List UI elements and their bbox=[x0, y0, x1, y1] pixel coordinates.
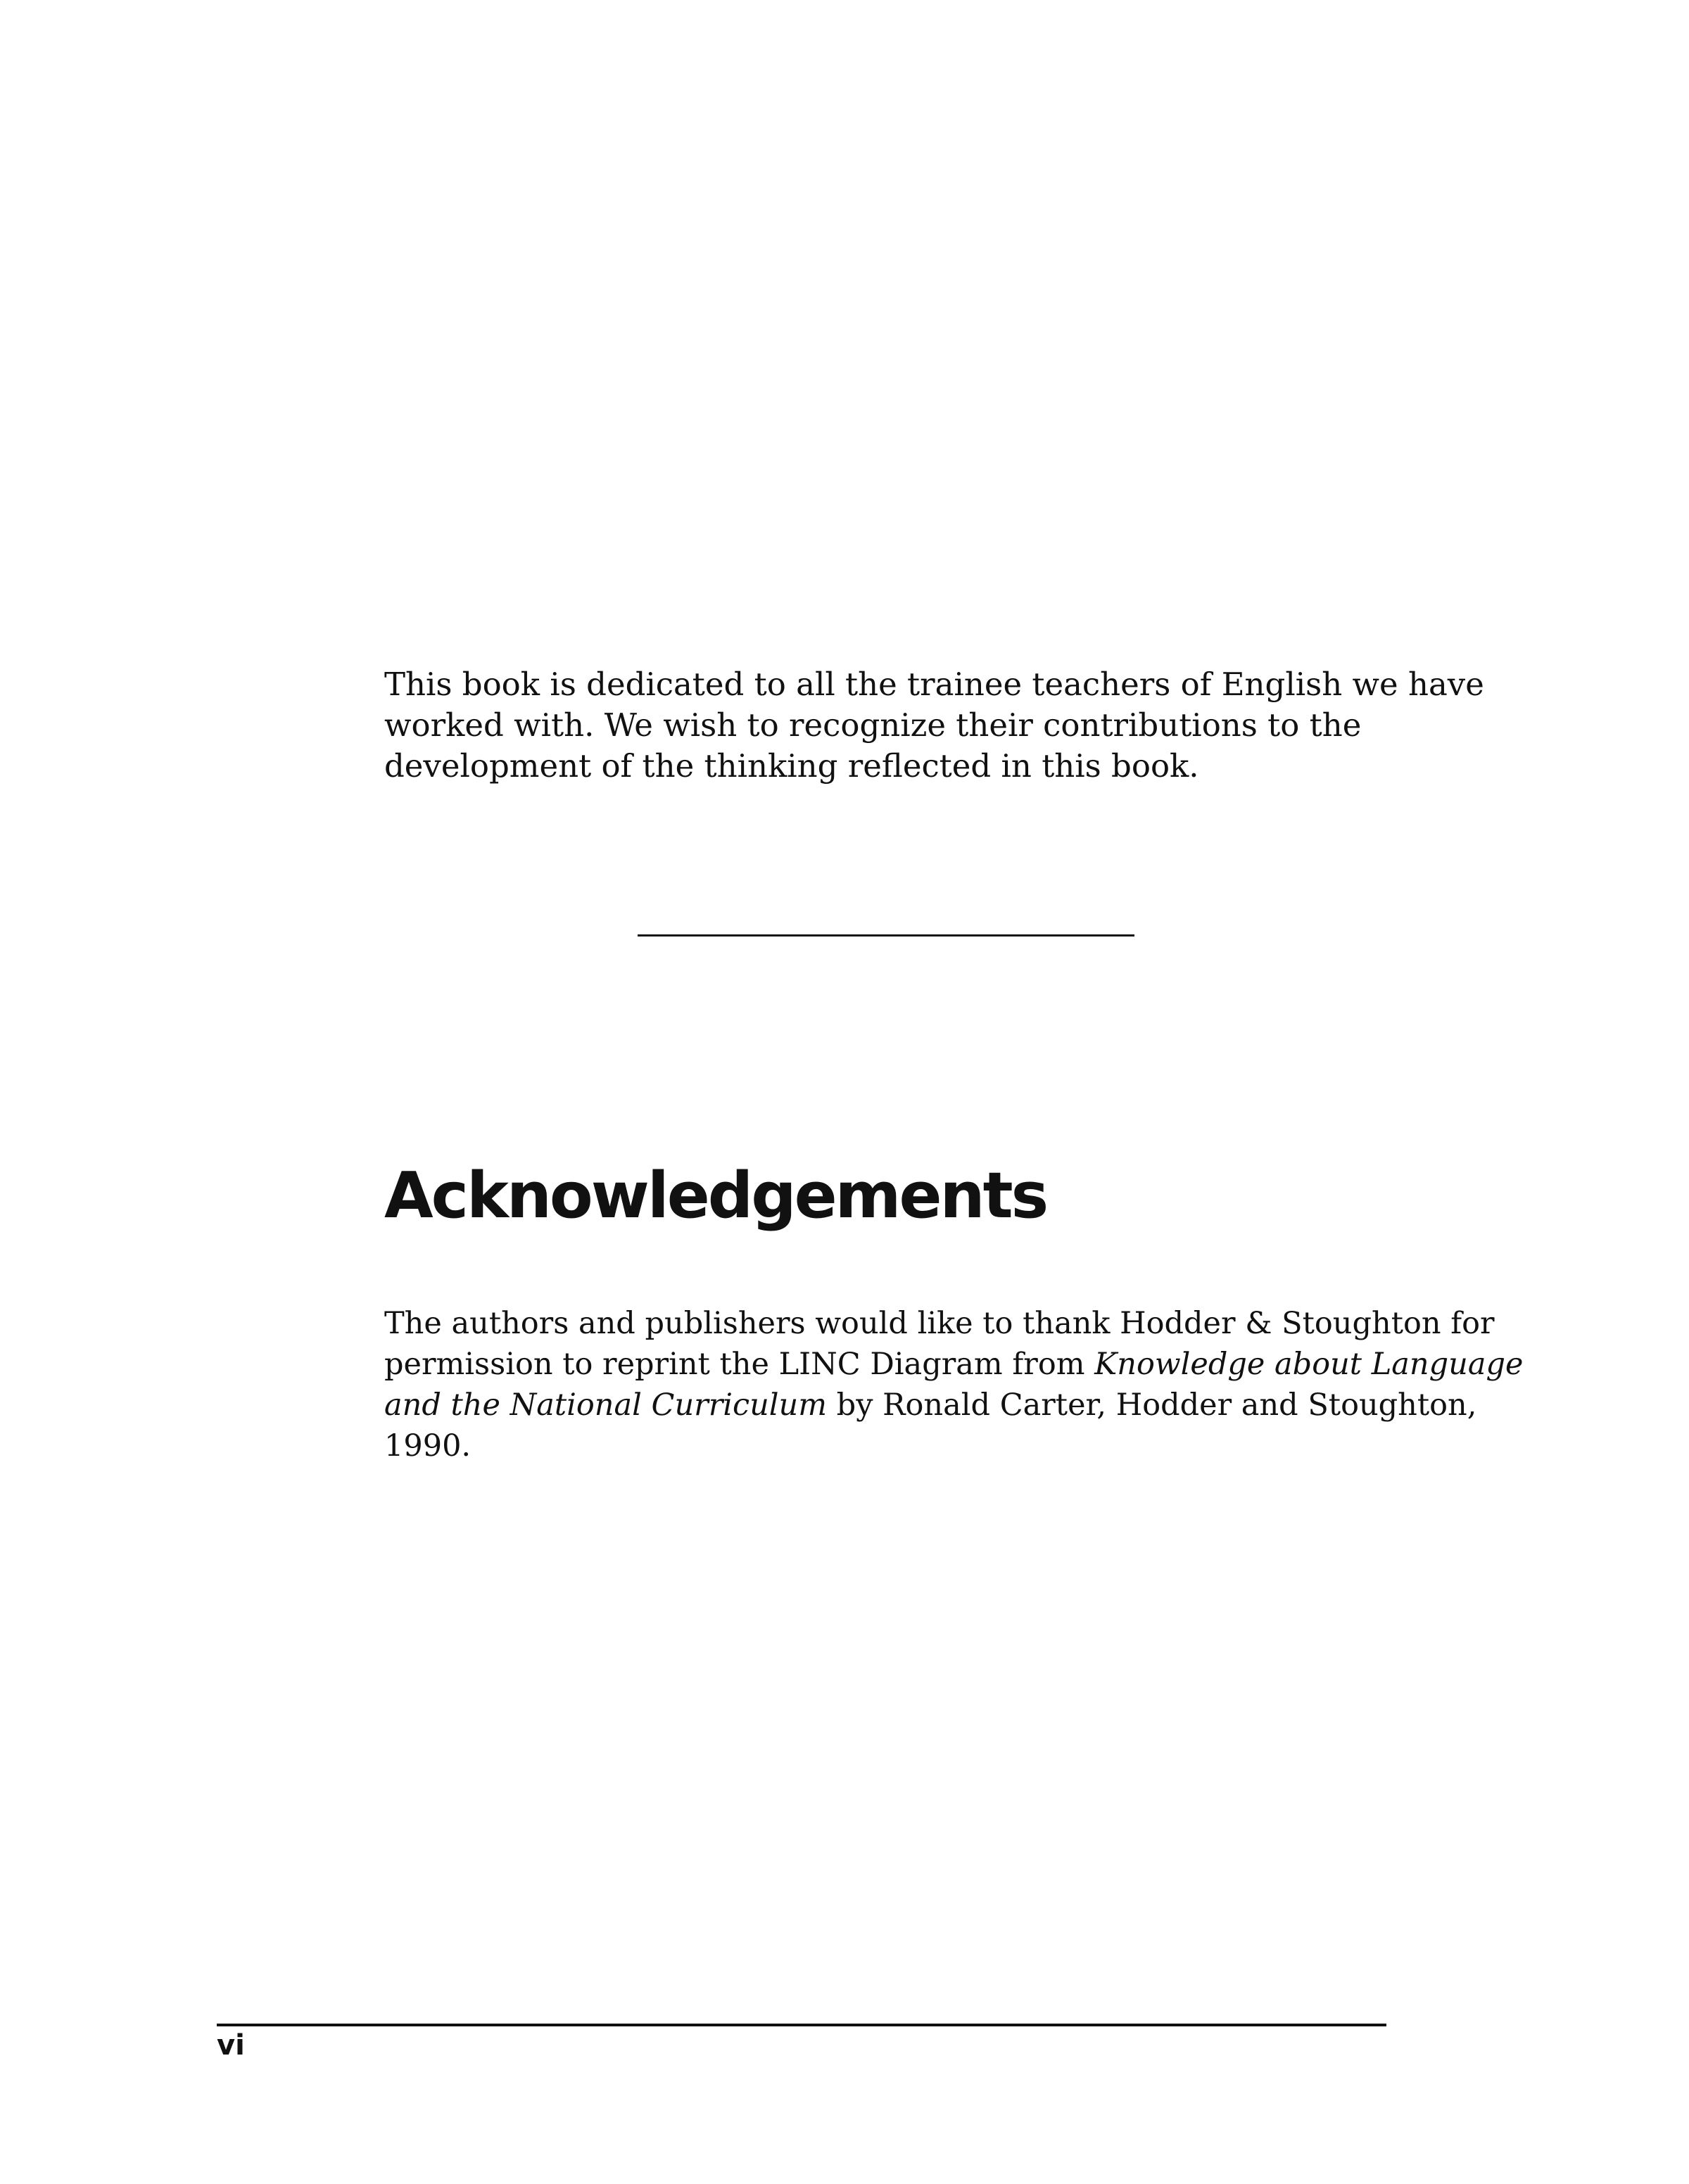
dedication-line: development of the thinking reflected in this book. bbox=[384, 747, 1199, 785]
acknowledgements-line: The authors and publishers would like to thank Hodder & Stoughton for bbox=[384, 1306, 1495, 1341]
book-title-part2: and the National Curriculum bbox=[384, 1388, 828, 1423]
acknowledgements-text bbox=[384, 1303, 1524, 1466]
dedication-text bbox=[384, 664, 1484, 787]
section-divider bbox=[638, 934, 1134, 937]
acknowledgements-line-text: by Ronald Carter, Hodder and Stoughton, bbox=[827, 1388, 1477, 1423]
dedication-line: worked with. We wish to recognize their contributions to the bbox=[384, 706, 1362, 744]
page-number: vi bbox=[217, 2029, 245, 2062]
footer-rule bbox=[217, 2024, 1386, 2026]
acknowledgements-line-text: permission to reprint the LINC Diagram from bbox=[384, 1347, 1095, 1382]
acknowledgements-line: 1990. bbox=[384, 1428, 472, 1464]
dedication-line: This book is dedicated to all the trainee teachers of English we have bbox=[384, 666, 1484, 703]
book-title-part1: Knowledge about Language bbox=[1094, 1347, 1524, 1382]
acknowledgements-line bbox=[384, 1344, 1524, 1385]
acknowledgements-line bbox=[384, 1385, 1477, 1426]
acknowledgements-heading: Acknowledgements bbox=[384, 1159, 1047, 1233]
